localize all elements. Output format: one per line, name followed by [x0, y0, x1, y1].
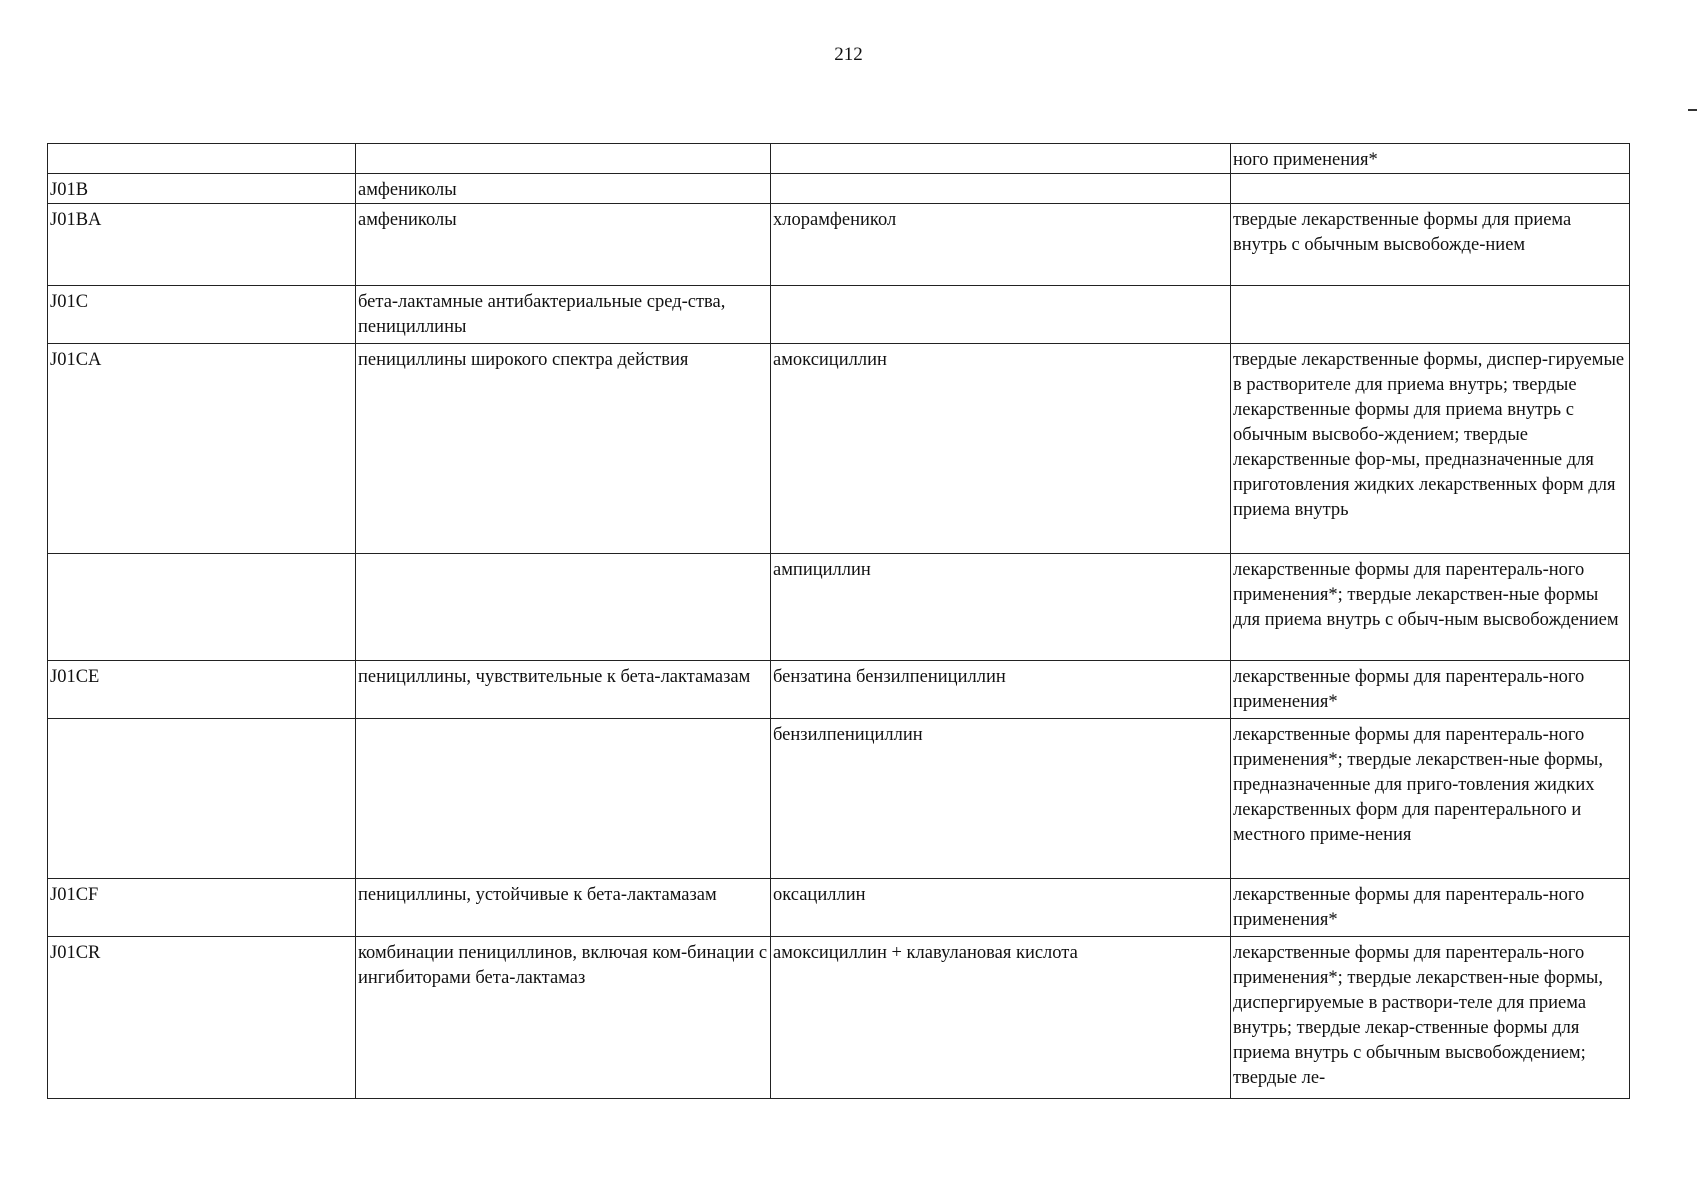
page-number: 212 [834, 44, 863, 65]
drug-name-cell: бензатина бензилпенициллин [771, 661, 1231, 719]
atc-code-cell: J01B [48, 174, 356, 204]
group-name-cell: пенициллины широкого спектра действия [356, 344, 771, 554]
atc-code-cell: J01BA [48, 204, 356, 286]
drug-name-cell: амоксициллин + клавулановая кислота [771, 937, 1231, 1099]
dosage-form-cell: лекарственные формы для парентераль-ного применения*; твердые лекарствен-ные формы, предназначенные для приго-товления жидких лекарственных форм для парентерального и местного приме-нения [1231, 719, 1630, 879]
table-row [48, 286, 1630, 344]
group-name-cell: амфениколы [356, 174, 771, 204]
atc-code-cell: J01CA [48, 344, 356, 554]
atc-code-cell: J01CE [48, 661, 356, 719]
group-name-cell: пенициллины, чувствительные к бета-лактамазам [356, 661, 771, 719]
drug-classification-table [47, 143, 1630, 1099]
atc-code-cell: J01CR [48, 937, 356, 1099]
dosage-form-cell: лекарственные формы для парентераль-ного применения*; твердые лекарствен-ные формы для приема внутрь с обыч-ным высвобождением [1231, 554, 1630, 661]
table-row [48, 937, 1630, 1099]
atc-code-cell [48, 554, 356, 661]
atc-code-cell: J01C [48, 286, 356, 344]
table-row [48, 174, 1630, 204]
drug-name-cell [771, 286, 1231, 344]
dosage-form-cell: лекарственные формы для парентераль-ного применения* [1231, 661, 1630, 719]
dosage-form-cell: лекарственные формы для парентераль-ного применения* [1231, 879, 1630, 937]
drug-name-cell [771, 174, 1231, 204]
dosage-form-cell [1231, 174, 1630, 204]
group-name-cell [356, 144, 771, 174]
group-name-cell: комбинации пенициллинов, включая ком-бинации с ингибиторами бета-лактамаз [356, 937, 771, 1099]
drug-name-cell: хлорамфеникол [771, 204, 1231, 286]
table-row [48, 144, 1630, 174]
atc-code-cell: J01CF [48, 879, 356, 937]
table-row [48, 719, 1630, 879]
group-name-cell: амфениколы [356, 204, 771, 286]
table-row [48, 344, 1630, 554]
dosage-form-cell [1231, 286, 1630, 344]
group-name-cell [356, 554, 771, 661]
drug-name-cell: ампициллин [771, 554, 1231, 661]
dosage-form-cell: лекарственные формы для парентераль-ного применения*; твердые лекарствен-ные формы, диспергируемые в раствори-теле для приема внутрь; твердые лекар-ственные формы для приема внутрь с обычным высвобождением; твердые ле- [1231, 937, 1630, 1099]
dosage-form-cell: ного применения* [1231, 144, 1630, 174]
dosage-form-cell: твердые лекарственные формы, диспер-гируемые в растворителе для приема внутрь; твердые лекарственные формы для приема внутрь с обычным высвобо-ждением; твердые лекарственные фор-мы, предназначенные для приготовления жидких лекарственных форм для приема внутрь [1231, 344, 1630, 554]
table-row [48, 204, 1630, 286]
table-row [48, 879, 1630, 937]
group-name-cell [356, 719, 771, 879]
group-name-cell: бета-лактамные антибактериальные сред-ства, пенициллины [356, 286, 771, 344]
atc-code-cell [48, 144, 356, 174]
drug-name-cell [771, 144, 1231, 174]
group-name-cell: пенициллины, устойчивые к бета-лактамазам [356, 879, 771, 937]
scan-edge-mark [1688, 109, 1697, 111]
table-row [48, 661, 1630, 719]
drug-name-cell: амоксициллин [771, 344, 1231, 554]
atc-code-cell [48, 719, 356, 879]
dosage-form-cell: твердые лекарственные формы для приема внутрь с обычным высвобожде-нием [1231, 204, 1630, 286]
drug-name-cell: оксациллин [771, 879, 1231, 937]
drug-name-cell: бензилпенициллин [771, 719, 1231, 879]
table-row [48, 554, 1630, 661]
